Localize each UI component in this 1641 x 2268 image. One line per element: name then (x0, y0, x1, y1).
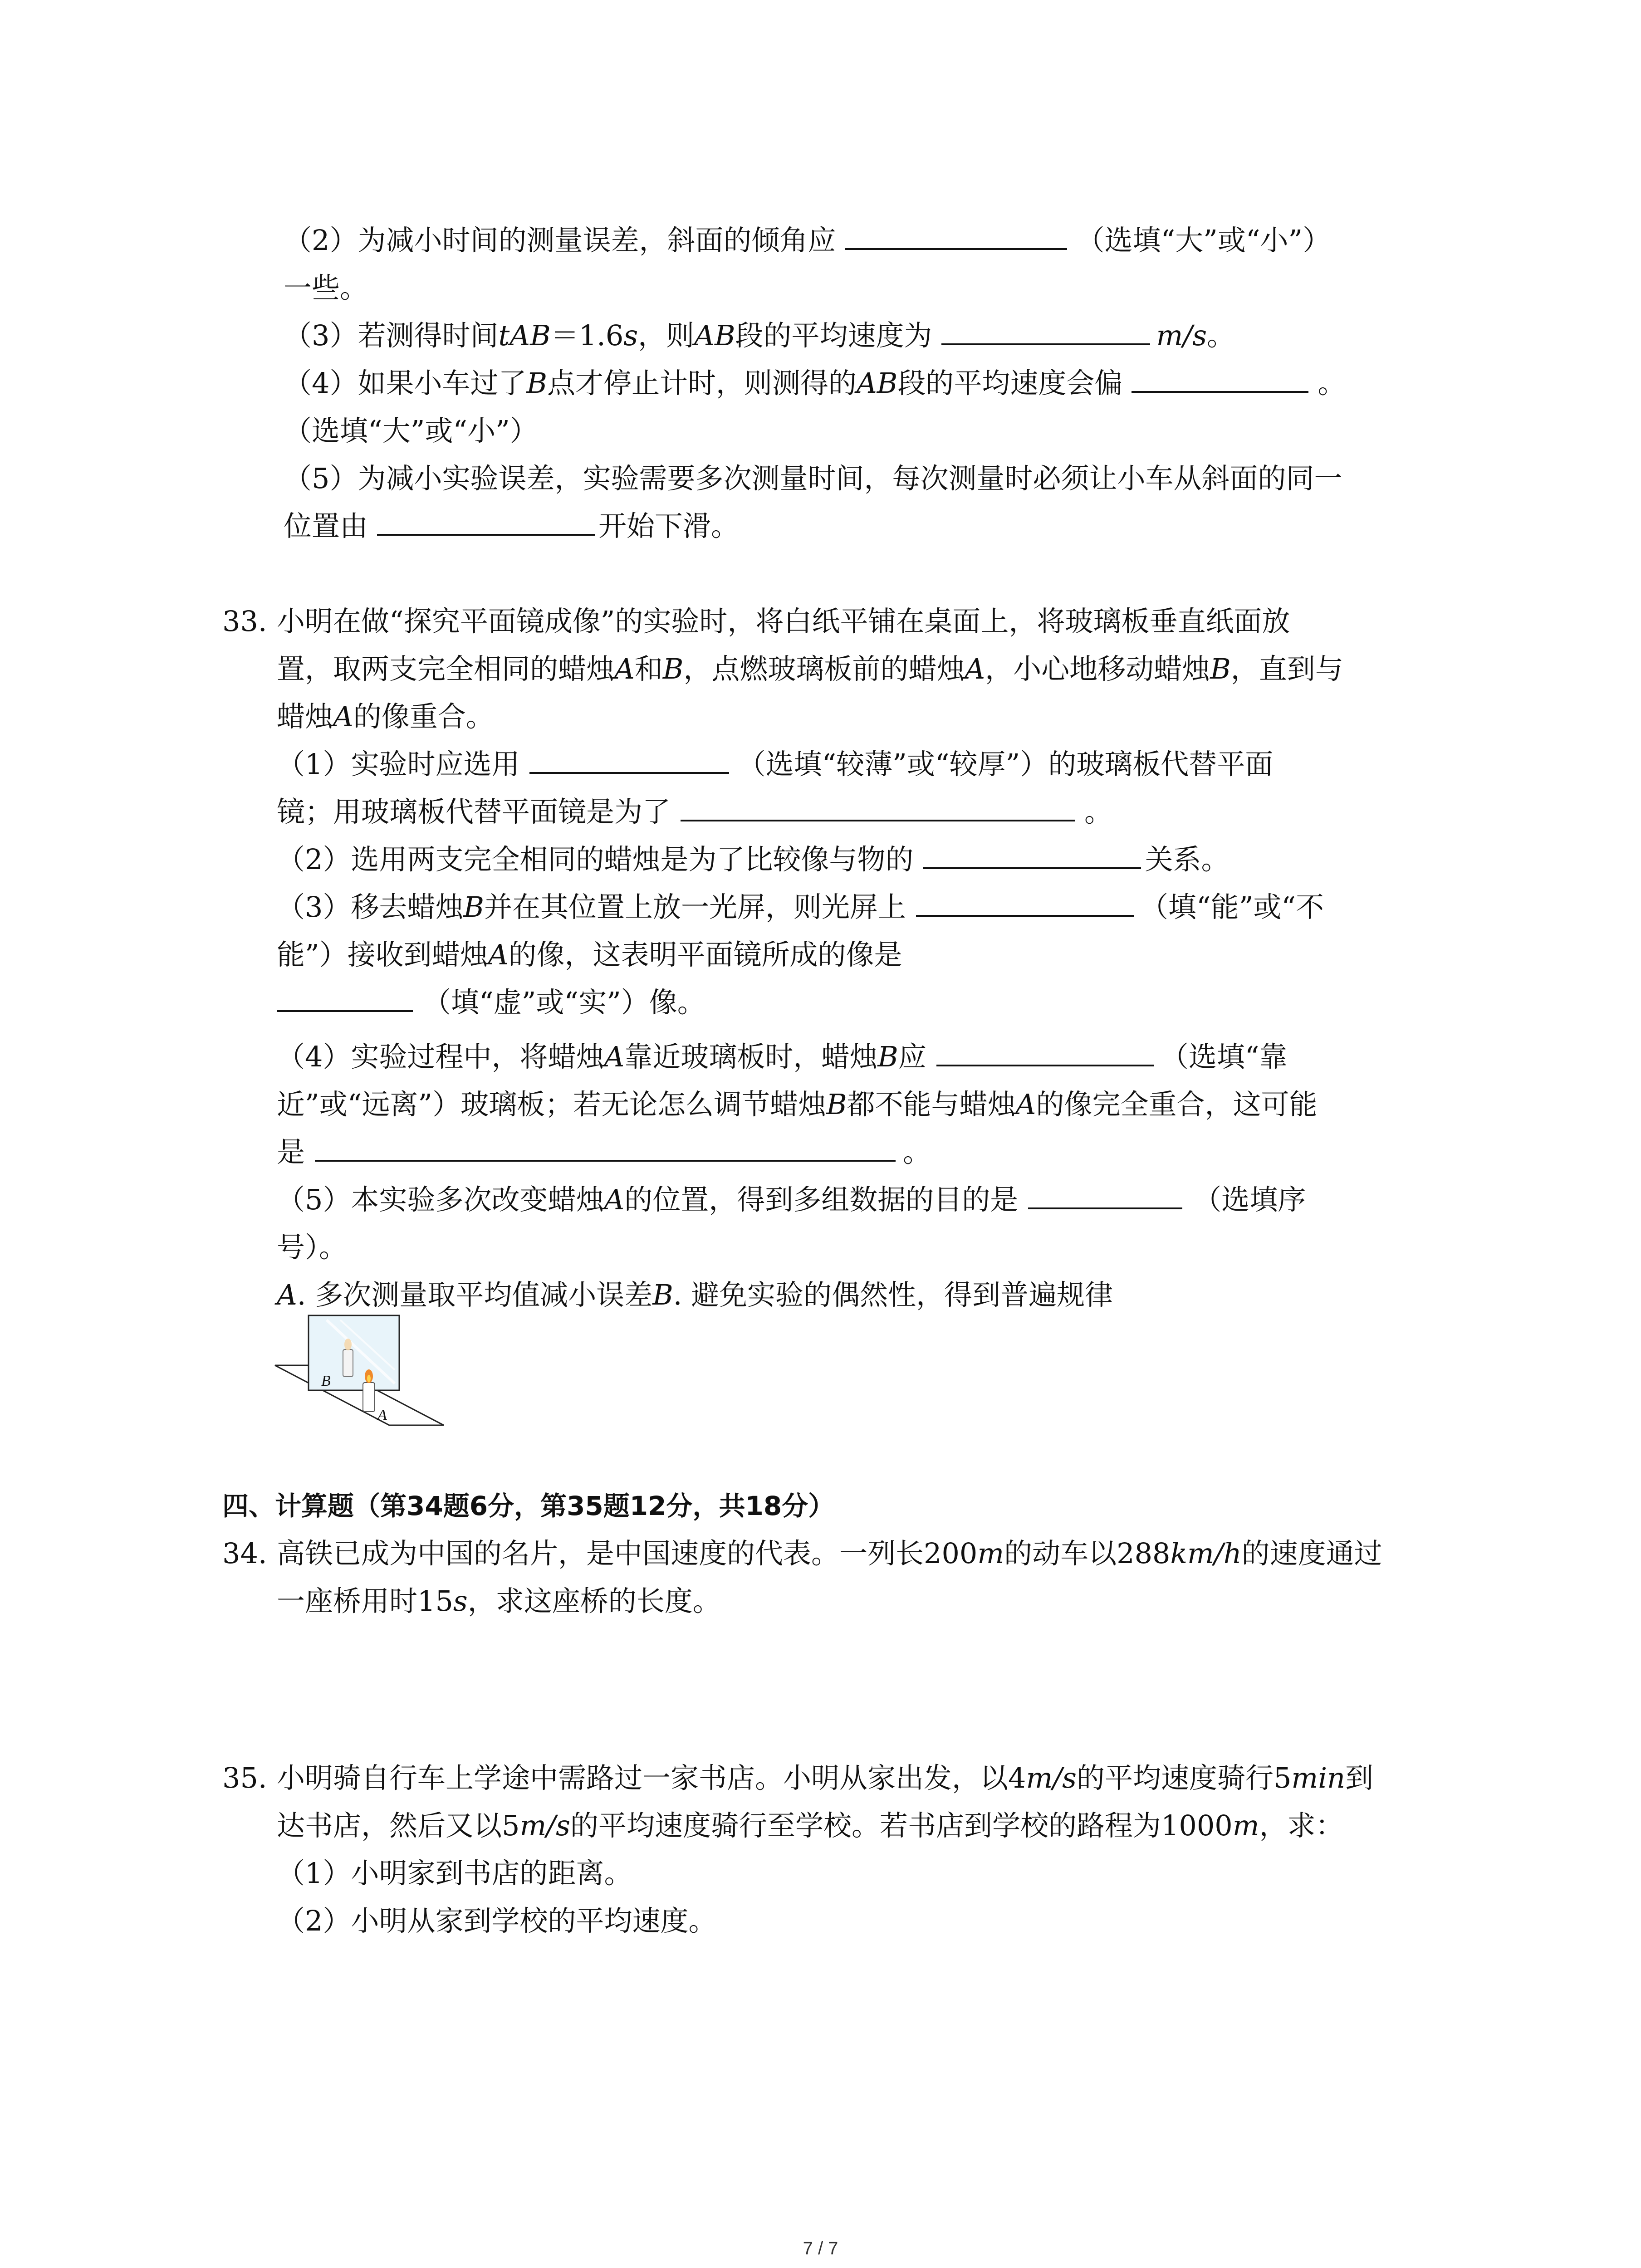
q35-line2 (277, 1808, 1344, 1844)
q33-p4-h: 是 (277, 1135, 305, 1168)
q33-p3-b: 并在其位置上放一光屏，则光屏上 (484, 890, 906, 924)
q32-part4-line2 (284, 413, 538, 449)
q33-option-A-letter: A (277, 1278, 297, 1311)
q33-part4-line1 (277, 1039, 1288, 1075)
q32-p2-text-b: （选填“大”或“小”） (1076, 224, 1331, 257)
q34-l2-a: 一座桥用时15 (277, 1584, 453, 1618)
q33-intro3-b: 的像重合。 (353, 700, 494, 733)
q35-l2-b: 的平均速度骑行至学校。若书店到学校的路程为1000 (570, 1809, 1233, 1842)
q33-p1-b: （选填“较薄”或“较厚”）的玻璃板代替平面 (737, 748, 1274, 781)
q32-part2-line1 (284, 222, 1331, 259)
candle-b (343, 1349, 353, 1377)
q33-option-B-letter: B (652, 1278, 673, 1311)
q33-p1-c: 镜；用玻璃板代替平面镜是为了 (277, 795, 671, 828)
q33-p3-answer-blank1[interactable] (916, 890, 1134, 917)
q33-part2 (277, 841, 1229, 878)
q32-part2-line2 (284, 270, 368, 306)
q33-p2-answer-blank[interactable] (923, 842, 1141, 869)
figure-label-a: A (377, 1407, 387, 1423)
q33-p4-answer-blank2[interactable] (315, 1134, 896, 1162)
q33-p1-answer-blank2[interactable] (681, 794, 1075, 821)
q33-p4-B2: B (826, 1088, 847, 1121)
q35-l1-min: min (1291, 1761, 1345, 1794)
q33-intro1: 小明在做“探究平面镜成像”的实验时，将白纸平铺在桌面上，将玻璃板垂直纸面放 (277, 605, 1290, 638)
q33-p3-a: （3）移去蜡烛 (277, 890, 464, 924)
q33-p3-e: 的像，这表明平面镜所成的像是 (508, 938, 902, 971)
q34-l1-a: 高铁已成为中国的名片，是中国速度的代表。一列长200 (277, 1537, 978, 1570)
q32-part4-line1 (284, 365, 1346, 401)
q34-line2 (277, 1583, 721, 1619)
q32-p5-text-c: 开始下滑。 (598, 509, 740, 543)
q33-p3-f: （填“虚”或“实”）像。 (423, 986, 705, 1019)
page-number: 7 / 7 (803, 2239, 838, 2258)
q32-p3-unit: m/s (1156, 319, 1207, 352)
q34-l1-c: 的速度通过 (1241, 1537, 1382, 1570)
q33-number: 33. (222, 605, 267, 638)
q32-p4-text-a: （4）如果小车过了 (284, 367, 527, 400)
q33-intro2-d: ，小心地移动蜡烛 (985, 652, 1210, 685)
q33-intro-line3 (277, 699, 494, 735)
q33-p5-c: （选填序 (1193, 1183, 1306, 1216)
q33-part3-line1 (277, 889, 1324, 925)
q35-line1 (277, 1760, 1373, 1796)
q33-p5-b: 的位置，得到多组数据的目的是 (624, 1183, 1019, 1216)
q33-p2-a: （2）选用两支完全相同的蜡烛是为了比较像与物的 (277, 843, 914, 876)
q33-p4-answer-blank1[interactable] (936, 1039, 1154, 1066)
q33-p3-B: B (463, 890, 485, 924)
q33-p1-a: （1）实验时应选用 (277, 748, 520, 781)
q32-p3-text-a: （3）若测得时间 (284, 319, 499, 352)
q35-l1-b: 的平均速度骑行5 (1076, 1761, 1292, 1794)
q35-part1: （1）小明家到书店的距离。 (277, 1857, 632, 1890)
q33-p4-B: B (877, 1040, 898, 1073)
q35-l1-c: 到 (1345, 1761, 1373, 1794)
q33-intro3-a: 蜡烛 (277, 700, 333, 733)
q32-p4-text-d: 段的平均速度会偏 (897, 367, 1123, 400)
q32-p5-text-a: （5）为减小实验误差，实验需要多次测量时间，每次测量时必须让小车从斜面的同一 (284, 462, 1342, 495)
q33-part3-line3 (277, 984, 705, 1021)
q33-p4-c: 应 (898, 1040, 926, 1073)
q33-p3-answer-blank2[interactable] (277, 985, 413, 1012)
q33-p4-d: （选填“靠 (1160, 1040, 1288, 1073)
q33-p5-answer-blank[interactable] (1028, 1182, 1182, 1209)
q34-l2-b: ，求这座桥的长度。 (467, 1584, 721, 1618)
q33-part5-line1 (277, 1182, 1306, 1218)
q33-option-A-text: . 多次测量取平均值减小误差 (297, 1278, 653, 1311)
q34-l1-b: 的动车以288 (1004, 1537, 1171, 1570)
q33-part1-line1 (277, 746, 1273, 782)
q33-part1-line2 (277, 794, 1112, 830)
q33-p3-A: A (488, 938, 509, 971)
q35-number: 35. (222, 1761, 267, 1794)
q35-l2-m: m (1232, 1809, 1259, 1842)
q33-p3-d: 能”）接收到蜡烛 (277, 938, 488, 971)
q32-p3-text-c: ，则 (638, 319, 695, 352)
candle-b-flame-image (344, 1339, 352, 1350)
mirror-experiment-figure (272, 1311, 454, 1433)
q32-p2-answer-blank[interactable] (845, 223, 1067, 250)
q33-part5-line2 (277, 1229, 347, 1266)
q33-p5-a: （5）本实验多次改变蜡烛 (277, 1183, 604, 1216)
q33-p1-answer-blank1[interactable] (529, 747, 729, 774)
q33-intro2-b: 和 (634, 652, 663, 685)
q33-p4-b: 靠近玻璃板时，蜡烛 (624, 1040, 878, 1073)
q33-p4-a: （4）实验过程中，将蜡烛 (277, 1040, 604, 1073)
q34-number: 34. (222, 1537, 267, 1570)
q33-intro2-B2: B (1210, 652, 1231, 685)
q34-l1-kmh: km/h (1170, 1537, 1242, 1570)
q33-intro-line2 (277, 651, 1343, 687)
q33-intro2-c: ，点燃玻璃板前的蜡烛 (683, 652, 965, 685)
q32-p3-var: tAB (498, 319, 551, 352)
q33-p2-b: 关系。 (1145, 843, 1230, 876)
q33-intro2-e: ，直到与 (1230, 652, 1343, 685)
q32-p2-text-a: （2）为减小时间的测量误差，斜面的倾角应 (284, 224, 836, 257)
q32-p4-answer-blank[interactable] (1132, 366, 1308, 393)
q33-p3-c: （填“能”或“不 (1140, 890, 1324, 924)
q32-p5-answer-blank[interactable] (377, 508, 595, 536)
candle-a (363, 1383, 375, 1412)
q32-p4-text-c: 点才停止计时，则测得的 (547, 367, 857, 400)
q33-options (277, 1277, 1113, 1313)
q32-p4-text-f: （选填“大”或“小”） (284, 414, 538, 447)
q35-l2-a: 达书店，然后又以5 (277, 1809, 520, 1842)
q33-p4-g: 的像完全重合，这可能 (1036, 1088, 1318, 1121)
q34-line1 (277, 1535, 1382, 1572)
q32-p4-text-e: 。 (1318, 367, 1346, 400)
q35-part2: （2）小明从家到学校的平均速度。 (277, 1904, 717, 1937)
q35-l1-ms: m/s (1026, 1761, 1077, 1794)
q33-intro2-A: A (614, 652, 635, 685)
q34-l1-m: m (977, 1537, 1004, 1570)
q32-p3-unit-s: s (623, 319, 638, 352)
figure-label-b: B (321, 1373, 331, 1389)
q34-l2-s: s (453, 1584, 468, 1618)
q35-l2-ms: m/s (519, 1809, 570, 1842)
q32-p3-text-b: ＝1.6 (550, 319, 624, 352)
q33-p4-i: 。 (903, 1135, 931, 1168)
q33-p5-d: 号）。 (277, 1231, 348, 1264)
q33-part4-line3 (277, 1134, 931, 1170)
q33-p1-d: 。 (1084, 795, 1113, 828)
q32-p3-ab: AB (694, 319, 735, 352)
q35-l1-a: 小明骑自行车上学途中需路过一家书店。小明从家出发，以4 (277, 1761, 1026, 1794)
q33-p5-A: A (604, 1183, 625, 1216)
q32-p3-answer-blank[interactable] (941, 318, 1150, 345)
q33-intro-line1 (277, 603, 1290, 640)
q32-p2-text-c: 一些。 (284, 271, 368, 304)
section-4-heading: 四、计算题（第34题6分，第35题12分，共18分） (222, 1491, 835, 1521)
q33-p4-f: 都不能与蜡烛 (847, 1088, 1016, 1121)
q33-intro3-A: A (333, 700, 353, 733)
q32-part3 (284, 318, 1235, 354)
q32-p4-ab: AB (857, 367, 898, 400)
q32-p4-b: B (526, 367, 548, 400)
q33-option-B-text: . 避免实验的偶然性，得到普遍规律 (673, 1278, 1113, 1311)
q32-p5-text-b: 位置由 (284, 509, 368, 543)
q32-part5-line2 (284, 508, 739, 544)
q32-part5-line1 (284, 460, 1342, 497)
q33-intro2-B: B (662, 652, 684, 685)
q32-p3-text-d: 段的平均速度为 (735, 319, 932, 352)
q33-p4-e: 近”或“远离”）玻璃板；若无论怎么调节蜡烛 (277, 1088, 827, 1121)
q33-p4-A: A (604, 1040, 625, 1073)
q33-part3-line2 (277, 937, 902, 973)
q33-intro2-a: 置，取两支完全相同的蜡烛 (277, 652, 615, 685)
q33-intro2-A2: A (965, 652, 985, 685)
candle-a-flame-core (367, 1375, 371, 1382)
q35-l2-c: ，求： (1259, 1809, 1344, 1842)
q32-p3-text-e: 。 (1207, 319, 1235, 352)
q33-part4-line2 (277, 1086, 1317, 1123)
q33-p4-A2: A (1015, 1088, 1036, 1121)
